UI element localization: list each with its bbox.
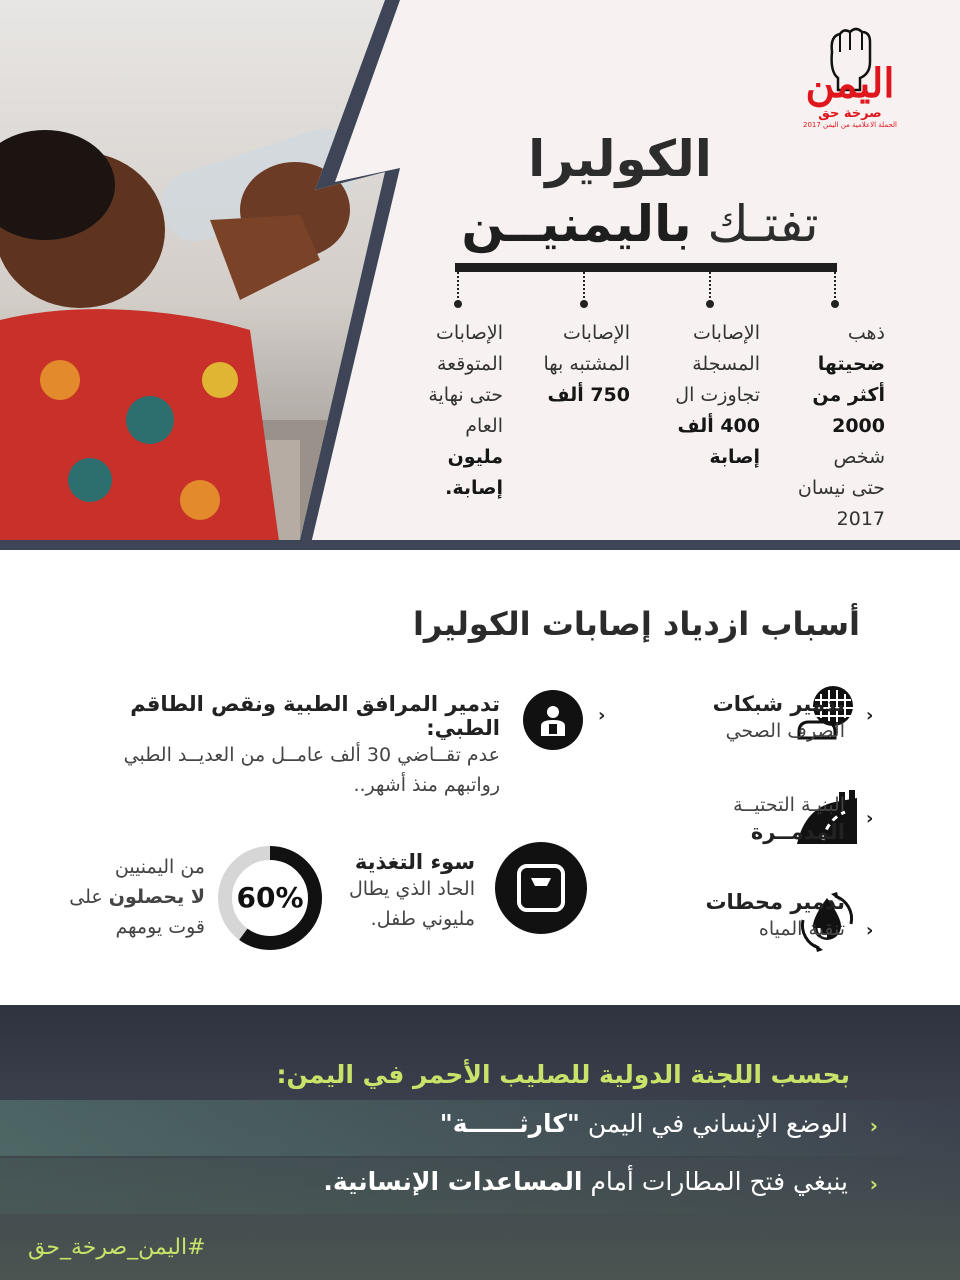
title-word-light: تفتـك [691, 195, 819, 253]
main-title-line2 [440, 195, 840, 253]
cause-water [615, 890, 845, 944]
stat-line: شخص [833, 446, 885, 468]
cause-sewage-head: تدمير شبكات [712, 692, 845, 716]
icrc-title: بحسب اللجنة الدولية للصليب الأحمر في اليمن: [276, 1060, 850, 1089]
cause-infra-head: المدمــرة [750, 820, 845, 844]
timeline-connector [457, 272, 459, 302]
hashtag: #اليمن_صرخة_حق [28, 1235, 206, 1260]
stat-line: المتوقعة [436, 353, 503, 375]
cause-infra-sub: البنيـة التحتيــة [733, 794, 845, 816]
stat-suspected-cases [510, 318, 630, 411]
stat-registered-cases [640, 318, 760, 473]
logo-subtitle: صرخة حق [818, 106, 882, 121]
icrc-row [0, 1100, 960, 1156]
stat-line: تجاوزت ال [675, 384, 760, 406]
chevron-icon: ‹ [869, 1172, 878, 1196]
cause-water-sub: تنقية المياه [758, 918, 845, 940]
scale-icon [495, 842, 587, 934]
stat-line: 2000 [832, 415, 885, 437]
stat-line: ذهب [847, 322, 885, 344]
stat-line: 750 ألف [547, 384, 630, 406]
cause-medical [80, 692, 500, 800]
percent-caption [55, 852, 205, 942]
icrc-row1-strong: "كارثــــــة" [439, 1109, 580, 1138]
chevron-icon: ‹ [869, 1114, 878, 1138]
stat-expected-cases [383, 318, 503, 504]
stat-deaths [765, 318, 885, 535]
stat-line: الإصابات [562, 322, 630, 344]
chevron-icon: › [866, 705, 874, 726]
icrc-row1-pre: الوضع الإنساني في اليمن [579, 1109, 848, 1138]
stat-line: العام [465, 415, 503, 437]
section-divider [0, 540, 960, 550]
title-underline [455, 263, 837, 272]
chevron-icon: › [598, 705, 606, 726]
causes-title: أسباب ازدياد إصابات الكوليرا [412, 605, 860, 643]
stat-line: أكثر من [812, 384, 885, 406]
cause-nutrition-sub2: مليوني طفل. [370, 908, 475, 930]
icrc-section [0, 1005, 960, 1280]
cause-sewage [615, 692, 845, 746]
cause-water-head: تدمير محطات [705, 890, 845, 914]
percent-line2-strong: لا يحصلون [108, 886, 205, 908]
stat-line: المشتبه بها [543, 353, 630, 375]
doctor-icon [523, 690, 583, 750]
chevron-icon: › [866, 808, 874, 829]
campaign-logo [780, 22, 920, 162]
logo-tagline: الحملة الاعلامية من اليمن 2017 [803, 121, 897, 129]
stat-line: المسجلة [692, 353, 760, 375]
percent-line1: من اليمنيين [114, 856, 205, 878]
causes-section [0, 550, 960, 1005]
timeline-connector [834, 272, 836, 302]
cause-medical-sub2: رواتبهم منذ أشهر.. [353, 774, 500, 796]
stat-line: حتى نهاية [428, 384, 503, 406]
cause-nutrition-head: سوء التغذية [354, 850, 475, 874]
icrc-row2-pre: ينبغي فتح المطارات أمام [582, 1167, 848, 1196]
icrc-row [0, 1158, 960, 1214]
percent-line2-rest: على [69, 886, 109, 908]
stat-line: الإصابات [692, 322, 760, 344]
logo-word: اليمن [805, 60, 895, 107]
icrc-row2-strong: المساعدات الإنسانية. [323, 1167, 583, 1196]
percent-value: 60% [236, 881, 304, 914]
stat-line: حتى نيسان [797, 477, 885, 499]
stat-line: إصابة. [445, 477, 503, 499]
chevron-icon: › [866, 920, 874, 941]
title-word-strong: باليمنيــن [461, 195, 692, 253]
top-section [0, 0, 960, 548]
icrc-row1-text [440, 1109, 848, 1138]
stat-line: الإصابات [435, 322, 503, 344]
stat-line: ضحيتها [817, 353, 885, 375]
cause-infrastructure [615, 790, 845, 844]
timeline-connector [583, 272, 585, 302]
stat-line: مليون [447, 446, 503, 468]
cause-nutrition-sub1: الحاد الذي يطال [348, 878, 475, 900]
cause-medical-head: تدمير المرافق الطبية ونقص الطاقم الطبي: [130, 692, 500, 740]
stat-line: إصابة [709, 446, 760, 468]
stat-line: 400 ألف [677, 415, 760, 437]
icrc-row2-text [323, 1167, 848, 1196]
percent-line3: قوت يومهم [115, 916, 205, 938]
cause-sewage-sub: الصرف الصحي [725, 720, 845, 742]
timeline-connector [709, 272, 711, 302]
stat-line: 2017 [836, 508, 885, 530]
cause-medical-sub1: عدم تقــاضي 30 ألف عامــل من العديــد الطبي [123, 744, 500, 766]
percent-line2 [55, 882, 205, 912]
main-title-line1: الكوليرا [528, 130, 712, 188]
